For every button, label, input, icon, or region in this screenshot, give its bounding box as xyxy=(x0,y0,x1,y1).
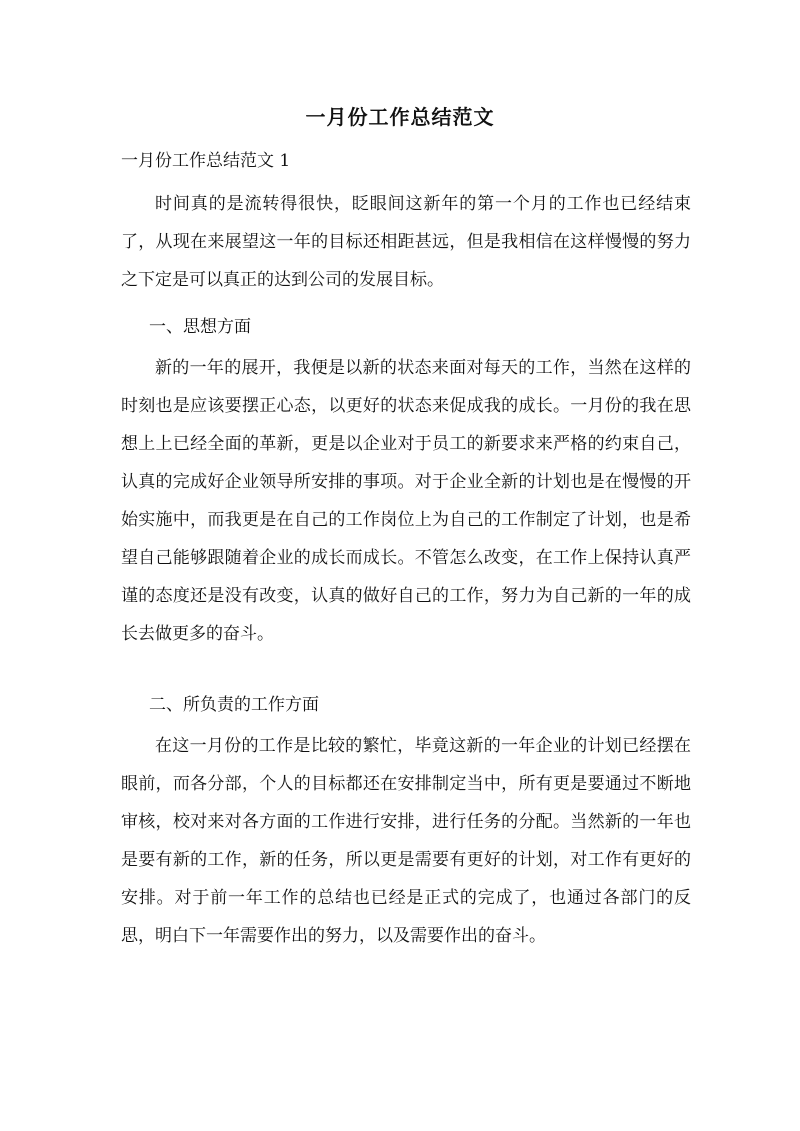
document-title: 一月份工作总结范文 xyxy=(305,105,495,129)
paragraph-intro: 时间真的是流转得很快，眨眼间这新年的第一个月的工作也已经结束了，从现在来展望这一年的目标还相距甚远，但是我相信在这样慢慢的努力之下定是可以真正的达到公司的发展目标。 xyxy=(121,194,691,290)
paragraph-thinking: 新的一年的展开，我便是以新的状态来面对每天的工作，当然在这样的时刻也是应该要摆正心态，以更好的状态来促成我的成长。一月份的我在思想上上已经全面的革新，更是以企业对于员工的新要求来严格的约束自己，认真的完成好企业领导所安排的事项。对于企业全新的计划也是在慢慢的开始实施中，而我更是在自己的工作岗位上为自己的工作制定了计划，也是希望自己能够跟随着企业的成长而成长。不管怎么改变，在工作上保持认真严谨的态度还是没有改变，认真的做好自己的工作，努力为自己新的一年的成长去做更多的奋斗。 xyxy=(121,358,691,644)
document-subtitle: 一月份工作总结范文 1 xyxy=(121,151,291,171)
section-heading-responsibilities: 二、所负责的工作方面 xyxy=(149,695,319,715)
paragraph-responsibilities: 在这一月份的工作是比较的繁忙，毕竟这新的一年企业的计划已经摆在眼前，而各分部，个人的目标都还在安排制定当中，所有更是要通过不断地审核，校对来对各方面的工作进行安排，进行任务的分配。当然新的一年也是要有新的工作，新的任务，所以更是需要有更好的计划，对工作有更好的安排。对于前一年工作的总结也已经是正式的完成了，也通过各部门的反思，明白下一年需要作出的努力，以及需要作出的奋斗。 xyxy=(121,736,691,946)
section-heading-thinking: 一、思想方面 xyxy=(149,317,251,337)
